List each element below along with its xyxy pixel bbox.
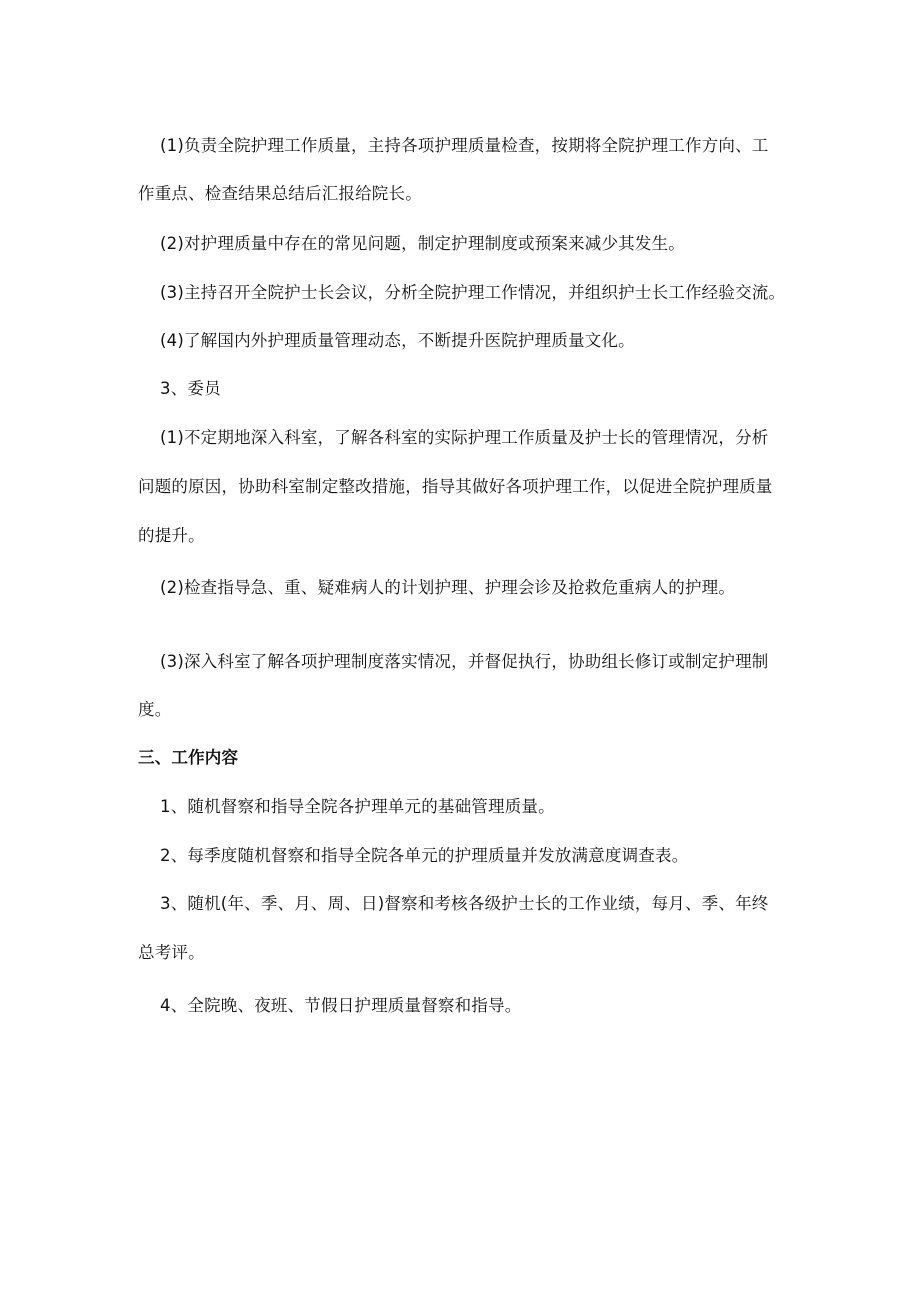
work-item-1: 1、随机督察和指导全院各护理单元的基础管理质量。 [160, 797, 555, 816]
member-duty-3-line-2: 度。 [138, 700, 172, 719]
heading-members: 3、委员 [160, 379, 221, 398]
duty-2-line: (2)对护理质量中存在的常见问题，制定护理制度或预案来减少其发生。 [160, 234, 685, 253]
work-item-3-line-2: 总考评。 [138, 943, 205, 962]
duty-4-line: (4)了解国内外护理质量管理动态，不断提升医院护理质量文化。 [160, 331, 635, 350]
member-duty-1-line-2: 问题的原因，协助科室制定整改措施，指导其做好各项护理工作，以促进全院护理质量 [138, 477, 773, 496]
member-duty-1-line-3: 的提升。 [138, 526, 205, 545]
work-item-3-line-1: 3、随机(年、季、月、周、日)督察和考核各级护士长的工作业绩，每月、季、年终 [160, 894, 769, 913]
member-duty-3-line-1: (3)深入科室了解各项护理制度落实情况，并督促执行，协助组长修订或制定护理制 [160, 652, 769, 671]
duty-1-line-2: 作重点、检查结果总结后汇报给院长。 [138, 184, 422, 203]
work-item-4: 4、全院晚、夜班、节假日护理质量督察和指导。 [160, 996, 522, 1015]
duty-1-line-1: (1)负责全院护理工作质量，主持各项护理质量检查，按期将全院护理工作方向、工 [160, 136, 769, 155]
duty-3-line: (3)主持召开全院护士长会议，分析全院护理工作情况，并组织护士长工作经验交流。 [160, 283, 786, 302]
member-duty-2-line: (2)检查指导急、重、疑难病人的计划护理、护理会诊及抢救危重病人的护理。 [160, 578, 736, 597]
section-heading-work-content: 三、工作内容 [138, 748, 239, 767]
member-duty-1-line-1: (1)不定期地深入科室，了解各科室的实际护理工作质量及护士长的管理情况，分析 [160, 428, 769, 447]
work-item-2: 2、每季度随机督察和指导全院各单元的护理质量并发放满意度调查表。 [160, 846, 689, 865]
